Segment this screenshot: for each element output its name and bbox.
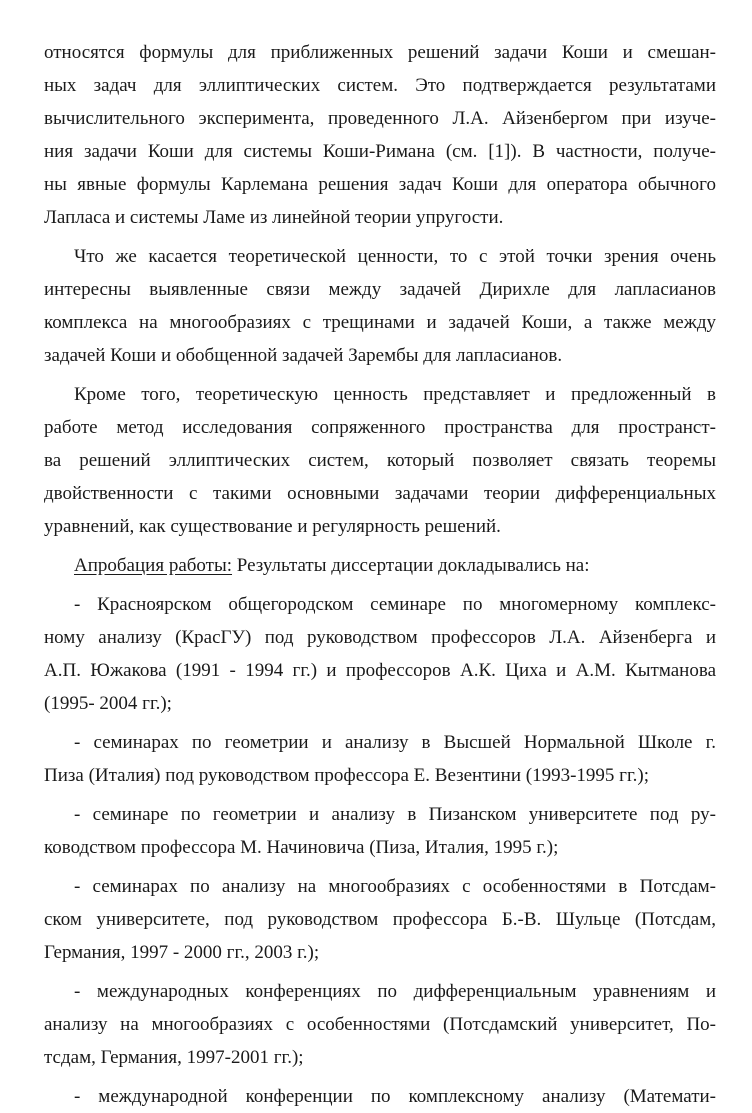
approbation-item: [44, 726, 716, 792]
document-page: [44, 36, 716, 1113]
method-paragraph: [44, 378, 716, 543]
text-line: тсдам, Германия, 1997-2001 гг.);: [44, 1047, 304, 1068]
text-line: А.П. Южакова (1991 - 1994 гг.) и профессоров А.К. Циха и А.М. Кытманова: [44, 660, 716, 681]
approbation-text: Результаты диссертации докладывались на:: [232, 555, 590, 576]
approbation-item: [44, 1080, 716, 1113]
approbation-item: [44, 798, 716, 864]
text-line: Что же касается теоретической ценности, то с этой точки зрения очень: [74, 246, 716, 267]
approbation-heading: Апробация работы:: [74, 555, 233, 576]
text-line: анализу на многообразиях с особенностями (Потсдамский университет, По-: [44, 1014, 716, 1035]
text-line: ния задачи Коши для системы Коши-Римана (см. [1]). В частности, получе-: [44, 141, 716, 162]
text-line: работе метод исследования сопряженного пространства для пространст-: [44, 417, 716, 438]
text-line: уравнений, как существование и регулярность решений.: [44, 516, 501, 537]
text-line: Пиза (Италия) под руководством профессора Е. Везентини (1993-1995 гг.);: [44, 765, 649, 786]
text-line: Лапласа и системы Ламе из линейной теории упругости.: [44, 207, 504, 228]
text-line: вычислительного эксперимента, проведенного Л.А. Айзенбергом при изуче-: [44, 108, 716, 129]
text-line: (1995- 2004 гг.);: [44, 693, 172, 714]
text-line: относятся формулы для приближенных решений задачи Коши и смешан-: [44, 42, 716, 63]
intro-paragraph: [44, 36, 716, 234]
text-line: - международной конференции по комплексному анализу (Математи-: [74, 1086, 716, 1107]
text-line: двойственности с такими основными задачами теории дифференциальных: [44, 483, 716, 504]
text-line: ному анализу (КрасГУ) под руководством профессоров Л.А. Айзенберга и: [44, 627, 716, 648]
text-line: интересны выявленные связи между задачей Дирихле для лапласианов: [44, 279, 716, 300]
text-line: ва решений эллиптических систем, который позволяет связать теоремы: [44, 450, 716, 471]
text-line: ны явные формулы Карлемана решения задач Коши для оператора обычного: [44, 174, 716, 195]
text-line: задачей Коши и обобщенной задачей Зарембы для лапласианов.: [44, 345, 563, 366]
text-line: Германия, 1997 - 2000 гг., 2003 г.);: [44, 942, 320, 963]
text-line: - семинарах по геометрии и анализу в Высшей Нормальной Школе г.: [74, 732, 716, 753]
text-line: ководством профессора М. Начиновича (Пиза, Италия, 1995 г.);: [44, 837, 559, 858]
text-line: Кроме того, теоретическую ценность представляет и предложенный в: [74, 384, 716, 405]
text-line: - Красноярском общегородском семинаре по многомерному комплекс-: [74, 594, 716, 615]
approbation-line: [44, 549, 716, 582]
text-line: - международных конференциях по дифференциальным уравнениям и: [74, 981, 716, 1002]
approbation-item: [44, 588, 716, 720]
text-line: - семинаре по геометрии и анализу в Пизанском университете под ру-: [74, 804, 716, 825]
text-line: - семинарах по анализу на многообразиях с особенностями в Потсдам-: [74, 876, 716, 897]
approbation-item: [44, 975, 716, 1074]
text-line: комплекса на многообразиях с трещинами и задачей Коши, а также между: [44, 312, 716, 333]
text-line: ском университете, под руководством профессора Б.-В. Шульце (Потсдам,: [44, 909, 716, 930]
text-line: ных задач для эллиптических систем. Это подтверждается результатами: [44, 75, 716, 96]
approbation-item: [44, 870, 716, 969]
theory-paragraph: [44, 240, 716, 372]
